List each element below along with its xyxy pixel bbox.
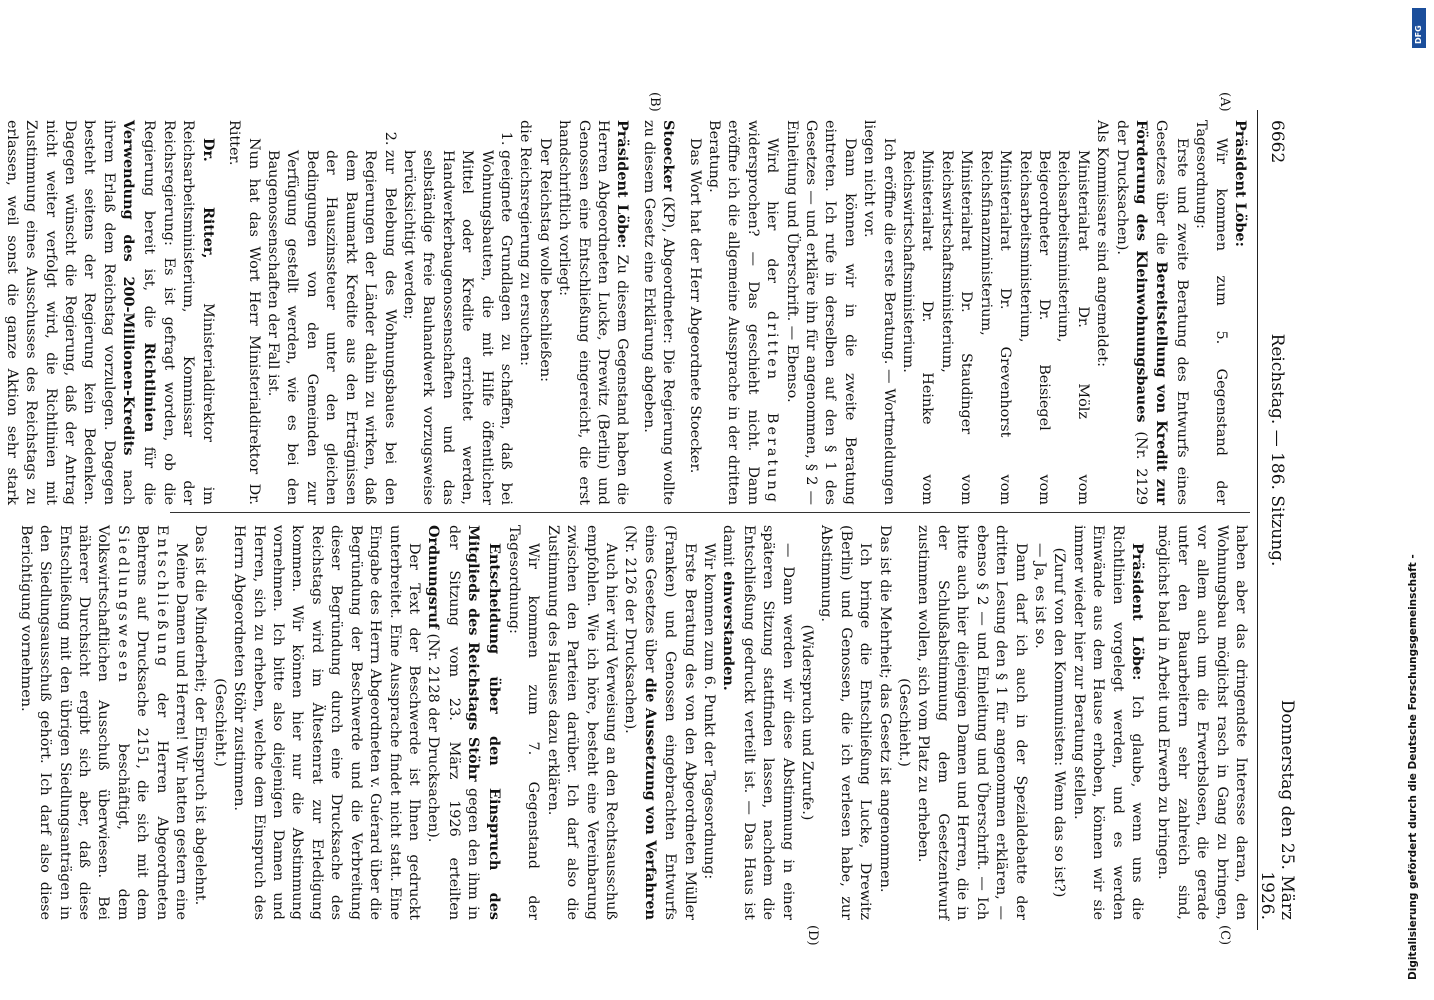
paragraph: Als Kommissare sind angemeldet:: [1094, 120, 1111, 367]
paragraph: Dann darf ich auch in der Spezialdebatte der dritten Lesung den § 1 für angenommen erklären, — ebenso § 2 — und Einleitung und Überschrift. — Ich bitte auch hier diejenigen Damen und Herren, die in der Schlußabstimmung dem Gesetzentwurf zustimmen wollen, sich vom Platz zu erheben.: [915, 525, 1029, 920]
paragraph: Nun hat das Wort Herr Ministerialdirektor Dr. Ritter.: [226, 120, 262, 505]
right-column: [17, 525, 1250, 921]
left-column: [3, 120, 1250, 506]
paragraph: — Ja, es ist so.: [1031, 543, 1048, 649]
column-divider: [170, 512, 1250, 513]
speaker-label: Präsident Löbe:: [1232, 120, 1249, 247]
paragraph: Der Reichstag wolle beschließen:: [536, 138, 553, 383]
paragraph: Präsident Löbe: Ich glaube, wenn uns die Richtlinien vorgelegt werden, und es werden Einwände aus dem Hause erhoben, können wir sie immer wieder hier zur Beratung stellen.: [1070, 525, 1146, 920]
paragraph: Meine Damen und Herren! Wir hatten gestern eine Entschließung der Herren Abgeordneten Behrens auf Drucksache 2151, die sich mit dem Siedlungswesen beschäftigt, dem Volkswirtschaftlichen Ausschuß überwiesen. Bei näherer Durchsicht ergibt sich aber, daß diese Entschließung mit den übrigen Siedlungsanträgen in den Siedlungsausschuß gehört. Ich darf also diese Berichtigung vornehmen.: [17, 525, 190, 920]
paragraph: Erste und zweite Beratung des Entwurfs eines Gesetzes über die Bereitstellung von Kredit zur Förderung des Kleinwohnungsbaues (Nr. 2129 der Drucksachen).: [1113, 120, 1190, 506]
paragraph: die Reichsregierung zu ersuchen:: [517, 120, 534, 366]
funding-sidebar: [1404, 0, 1426, 1000]
margin-marker-a: (A): [1217, 92, 1232, 112]
paragraph: Ich eröffne die erste Beratung. — Wortmeldungen liegen nicht vor.: [861, 120, 897, 505]
resolution-list: [263, 120, 515, 505]
paragraph: haben aber das dringendste Interesse daran, den Wohnungsbau möglichst rasch in Gang zu bringen, vor allem auch um die Erwerbslosen, die gerade unter den Bauarbeitern sehr zahlreich sind, möglichst bald in Arbeit und Erwerb zu bringen.: [1155, 525, 1249, 920]
session-date: Donnerstag den 25. März 1926.: [1257, 699, 1297, 920]
speaker-label: Präsident Löbe:: [1128, 543, 1146, 681]
header-rule: [1257, 110, 1258, 930]
commissioner-item: Ministerialrat Dr. Grevenhorst vom Reichsfinanzministerium,: [977, 150, 1014, 505]
margin-marker-d: (D): [805, 925, 820, 946]
page-number: 6662: [1267, 120, 1287, 164]
paragraph: Das ist die Mehrheit; das Gesetz ist angenommen.: [876, 525, 893, 893]
paragraph: Wir kommen zum 5. Gegenstand der Tagesordnung:: [1193, 120, 1229, 505]
paragraph: Dann können wir in die zweite Beratung eintreten. Ich rufe in derselben auf den § 1 des Gesetzes — und erkläre ihn für angenommen, § 2 — Einleitung und Überschrift. — Ebenso.: [783, 120, 858, 505]
list-item: 1. geeignete Grundlagen zu schaffen, daß bei Wohnungsbauten, die mit Hilfe öffentlicher Mittel oder Kredite errichtet werden, Handwerkerbaugenossenschaften und das selbständige freie Bauhandwerk vorzugsweise berücksichtigt werden;: [399, 150, 515, 505]
paragraph: Der Text der Beschwerde ist Ihnen gedruckt unterbreitet. Eine Aussprache findet nicht statt. Eine Eingabe des Herrn Abgeordneten v. Guérard über die Begründung der Beschwerde und die Verbreitung dieser Begründung durch eine Drucksache des Reichstags wird im Ältestenrat zur Erledigung kommen. Wir können hier nur die Abstimmung vornehmen. Ich bitte also diejenigen Damen und Herren, sich zu erheben, welche dem Einspruch des Herrn Abgeordneten Stöhr zustimmen.: [231, 525, 422, 920]
paragraph: Das Wort hat der Herr Abgeordnete Stoecker.: [686, 138, 703, 474]
list-item: 2. zur Belebung des Wohnungsbaues bei den Regierungen der Länder dahin zu wirken, daß dem Baumarkt Kredite aus den Erträgnissen der Hauszinssteuer unter den gleichen Bedingungen von den Gemeinden zur Verfügung gestellt werden, wie es bei den Baugenossenschaften der Fall ist.: [263, 150, 399, 505]
paragraph: Ich bringe die Entschließung Lucke, Drewitz (Berlin) und Genossen, die ich verlesen habe, zur Abstimmung.: [818, 525, 874, 920]
funding-notice: Digitalisierung gefördert durch die Deutsche Forschungsgemeinschaft -: [1407, 554, 1419, 980]
page-header: [1257, 120, 1297, 920]
interjection: (Zuruf von den Kommunisten: Wenn das so ist?): [1051, 547, 1068, 898]
interjection: (Widerspruch und Zurufe.): [799, 624, 816, 821]
interjection: (Geschieht.): [896, 678, 913, 767]
paragraph: Erste Beratung des von den Abgeordneten Müller (Franken) und Genossen eingebrachten Entwurfs eines Gesetzes über die Aussetzung von Verfahren (Nr. 2126 der Drucksachen).: [622, 525, 698, 921]
paragraph: Wird hier der dritten Beratung widersprochen? — Das geschieht nicht. Dann eröffne ich die allgemeine Aussprache in der dritten Beratung.: [706, 120, 781, 506]
paragraph: Präsident Löbe: Zu diesem Gegenstand haben die Herren Abgeordneten Lucke, Drewitz (Berlin) und Genossen eine Entschließung eingereicht, die erst handschriftlich vorliegt:: [556, 120, 632, 505]
commissioner-item: Beigeordneter Dr. Beisiegel vom Reichsarbeitsministerium,: [1016, 150, 1052, 505]
commissioner-item: Ministerialrat Dr. Staudinger vom Reichswirtschaftsministerium,: [938, 150, 975, 505]
speaker-label: Stoecker: [660, 120, 678, 192]
commissioner-item: Ministerialrat Dr. Heinke vom Reichswirtschaftsministerium.: [900, 150, 936, 505]
speaker-label: Präsident Löbe:: [614, 120, 632, 249]
paragraph: — Dann werden wir diese Abstimmung in einer späteren Sitzung stattfinden lassen, nachdem die Entschließung gedruckt verteilt ist. — Das Haus ist damit einverstanden.: [720, 525, 796, 920]
paragraph: Wir kommen zum 7. Gegenstand der Tagesordnung:: [505, 525, 542, 920]
paragraph: Dr. Ritter, Ministerialdirektor im Reichsarbeitsministerium, Kommissar der Reichsregierung: Es ist gefragt worden, ob die Regierung bereit ist, die Richtlinien für die Verwendung des 200-Millionen-Kredits nach ihrem Erlaß dem Reichstag vorzulegen. Dagegen besteht seitens der Regierung kein Bedenken. Dagegen wünscht die Regierung, daß der Antrag nicht weiter verfolgt wird, die Richtlinien mit Zustimmung eines Ausschusses des Reichstags zu erlassen, weil sonst die ganze Aktion sehr stark: [3, 120, 217, 506]
paragraph: Stoecker (KP), Abgeordneter: Die Regierung wollte zu diesem Gesetz eine Erklärung abgeben.: [640, 120, 678, 505]
paragraph: Entscheidung über den Einspruch des Mitglieds des Reichstags Stöhr gegen den ihm in der Sitzung vom 23. März 1926 erteilten Ordnungsruf (Nr. 2128 der Drucksachen).: [425, 525, 503, 920]
margin-marker-c: (C): [1217, 925, 1232, 946]
paragraph: Wir kommen zum 6. Punkt der Tagesordnung:: [701, 543, 718, 880]
speaker-label: Dr. Ritter,: [199, 138, 217, 259]
dfg-logo: DFG: [1412, 8, 1426, 48]
paragraph: Auch hier wird Verweisung an den Rechtsausschuß empfohlen. Wie ich höre, besteht eine Vereinbarung zwischen den Parteien darüber. Ich darf also die Zustimmung des Hauses dazu erklären.: [544, 525, 619, 920]
commissioner-item: Ministerialrat Dr. Mölz vom Reichsarbeitsministerium,: [1055, 150, 1091, 505]
interjection: (Geschieht.): [211, 678, 228, 767]
session-title: Reichstag. — 186. Sitzung.: [1267, 333, 1287, 567]
paragraph: Das ist die Minderheit; der Einspruch ist abgelehnt.: [192, 525, 209, 906]
margin-marker-b: (B): [647, 92, 662, 112]
